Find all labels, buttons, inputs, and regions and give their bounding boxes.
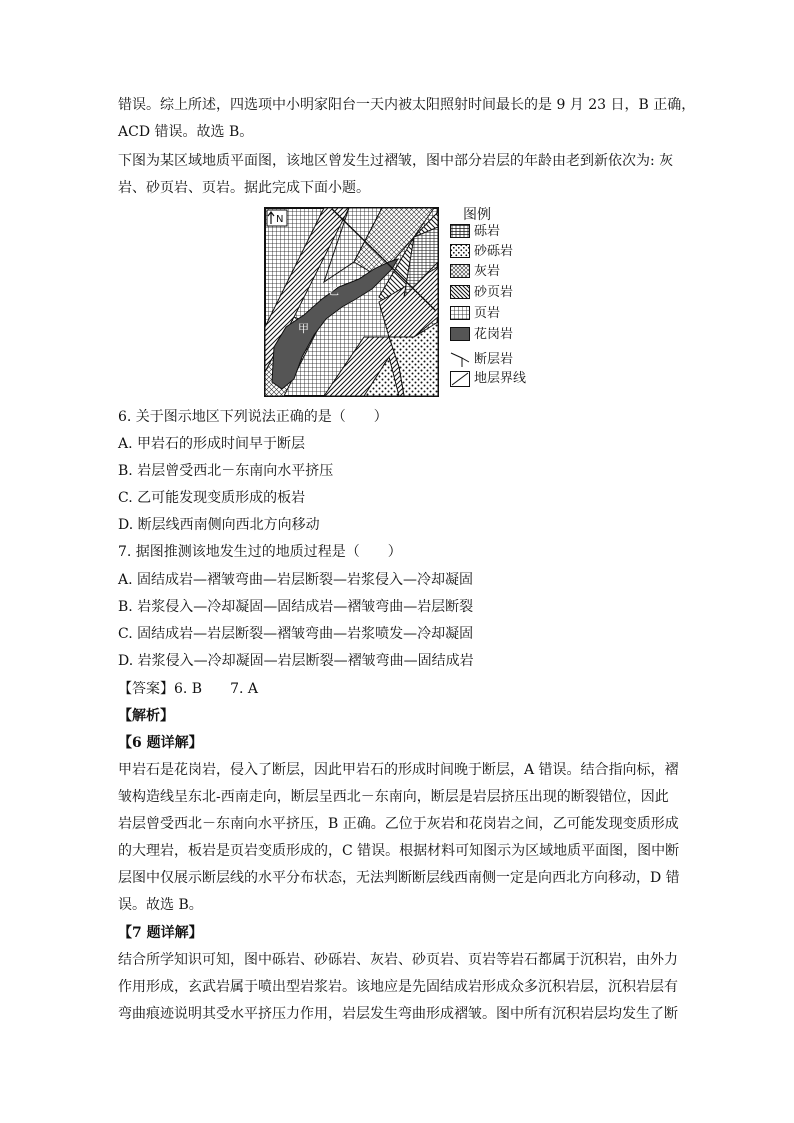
granite-swatch-icon: [450, 327, 470, 341]
option-7c: C. 固结成岩—岩层断裂—褶皱弯曲—岩浆喷发—冷却凝固: [118, 626, 474, 642]
label-jia: 甲: [298, 322, 309, 335]
conglomerate-swatch-icon: [450, 224, 470, 238]
legend-title: 图例: [463, 207, 491, 223]
text-line: ACD 错误。故选 B。: [118, 124, 254, 140]
limestone-swatch-icon: [450, 264, 470, 278]
q6-text-line: 甲岩石是花岗岩，侵入了断层，因此甲岩石的形成时间晚于断层，A 错误。结合指向标，褶: [118, 762, 679, 778]
option-7d: D. 岩浆侵入—冷却凝固—岩层断裂—褶皱弯曲—固结成岩: [118, 653, 474, 669]
question-7: 7. 据图推测该地发生过的地质过程是（ ）: [118, 544, 402, 560]
legend-label: 砂页岩: [474, 285, 514, 300]
fault-swatch-icon: [450, 352, 470, 368]
q7-heading: 【7 题详解】: [118, 925, 203, 941]
sandy-shale-swatch-icon: [450, 285, 470, 299]
q6-heading: 【6 题详解】: [118, 735, 203, 751]
sandy-conglomerate-swatch-icon: [450, 244, 470, 258]
analysis-heading: 【解析】: [118, 708, 174, 724]
legend-label: 灰岩: [474, 264, 501, 279]
answer-line: 【答案】6. B 7. A: [118, 681, 259, 697]
text-line: 下图为某区域地质平面图，该地区曾发生过褶皱，图中部分岩层的年龄由老到新依次为: 灰: [118, 153, 674, 169]
text-line: 错误。综上所述，四选项中小明家阳台一天内被太阳照射时间最长的是 9 月 23 日，B 正确，: [118, 97, 696, 113]
option-6d: D. 断层线西南侧向西北方向移动: [118, 517, 320, 533]
q7-text-line: 结合所学知识可知，图中砾岩、砂砾岩、灰岩、砂页岩、页岩等岩石都属于沉积岩，由外力: [118, 952, 678, 968]
legend-label: 地层界线: [474, 371, 527, 386]
legend-label: 砂砾岩: [474, 244, 514, 259]
boundary-swatch-icon: [450, 371, 470, 387]
option-7a: A. 固结成岩—褶皱弯曲—岩层断裂—岩浆侵入—冷却凝固: [118, 572, 474, 588]
legend-label: 断层岩: [474, 352, 514, 367]
text-line: 岩、砂页岩、页岩。据此完成下面小题。: [118, 180, 370, 196]
legend-label: 花岗岩: [474, 327, 514, 342]
north-label: N: [276, 214, 284, 225]
geology-map: [264, 207, 439, 397]
q6-text-line: 层图中仅展示断层线的水平分布状态，无法判断断层线西南侧一定是向西北方向移动，D 错: [118, 870, 680, 886]
q7-text-line: 作用形成，玄武岩属于喷出型岩浆岩。该地应是先固结成岩形成众多沉积岩层，沉积岩层有: [118, 979, 678, 995]
question-6: 6. 关于图示地区下列说法正确的是（ ）: [118, 409, 388, 425]
q7-text-line: 弯曲痕迹说明其受水平挤压力作用，岩层发生弯曲形成褶皱。图中所有沉积岩层均发生了断: [118, 1006, 678, 1022]
label-yi: 乙: [329, 287, 339, 298]
legend-label: 砾岩: [474, 224, 501, 239]
option-6a: A. 甲岩石的形成时间早于断层: [118, 436, 306, 452]
q6-text-line: 岩层曾受西北－东南向水平挤压，B 正确。乙位于灰岩和花岗岩之间，乙可能发现变质形成: [118, 816, 679, 832]
option-6c: C. 乙可能发现变质形成的板岩: [118, 490, 306, 506]
option-6b: B. 岩层曾受西北－东南向水平挤压: [118, 463, 334, 479]
shale-swatch-icon: [450, 306, 470, 320]
option-7b: B. 岩浆侵入—冷却凝固—固结成岩—褶皱弯曲—岩层断裂: [118, 599, 474, 615]
legend-label: 页岩: [474, 306, 501, 321]
q6-text-line: 皱构造线呈东北-西南走向，断层呈西北－东南向，断层是岩层挤压出现的断裂错位，因此: [118, 789, 669, 805]
q6-text-line: 误。故选 B。: [118, 897, 203, 913]
q6-text-line: 的大理岩，板岩是页岩变质形成的，C 错误。根据材料可知图示为区域地质平面图，图中断: [118, 843, 680, 859]
